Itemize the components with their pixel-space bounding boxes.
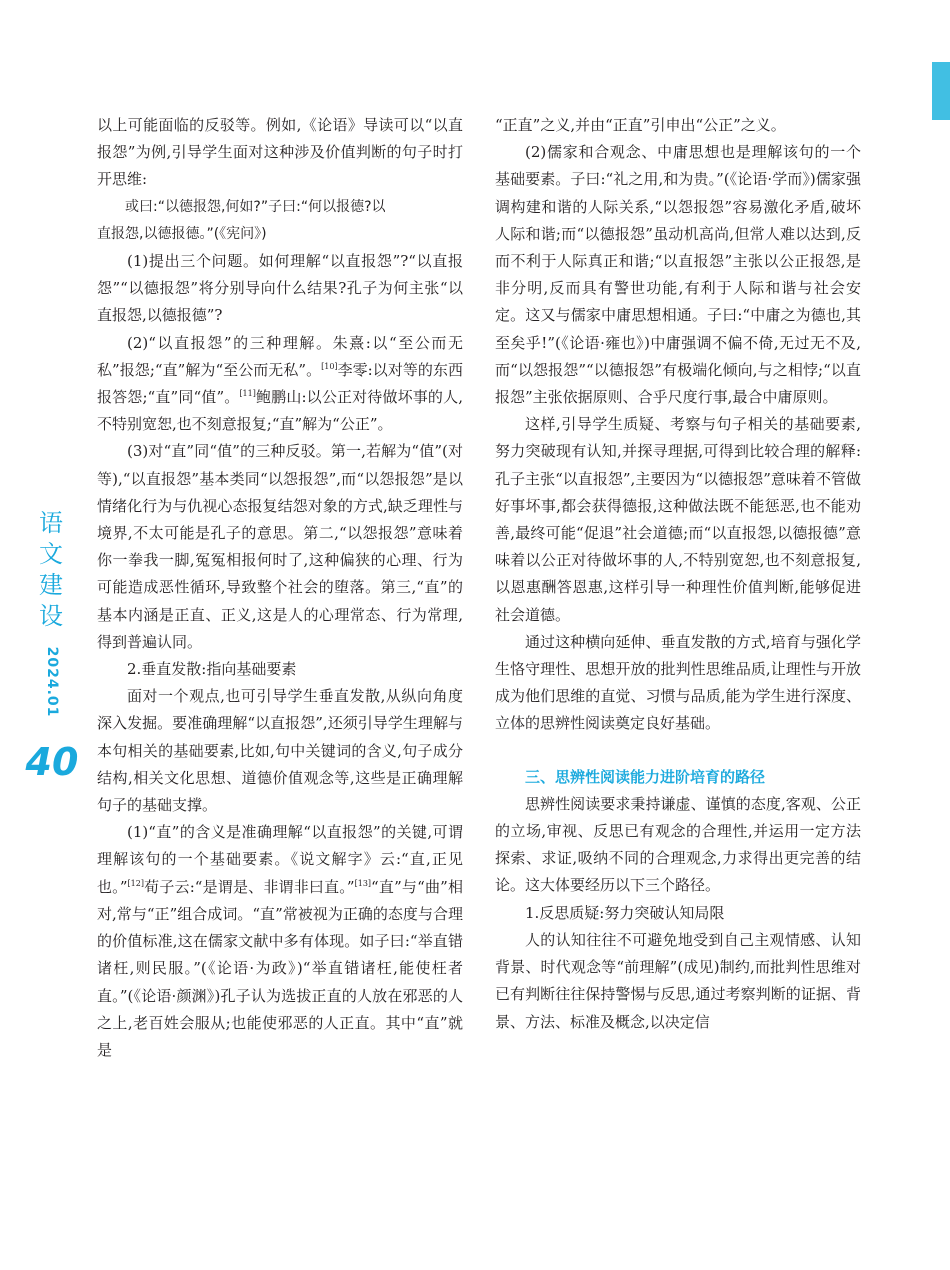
journal-title: 语 文 建 设 <box>39 509 63 630</box>
right-column <box>495 112 861 1036</box>
paragraph: (1)“直”的含义是准确理解“以直报怨”的关键,可谓理解该句的一个基础要素。《说文解字》云:“直,正见也。”[12]荀子云:“是谓是、非谓非曰直。”[13]“直”与“曲”相对,常与“正”组合成词。“直”常被视为正确的态度与合理的价值标准,这在儒家文献中多有体现。如子曰:“举直错诸枉,则民服。”(《论语·为政》)“举直错诸枉,能使枉者直。”(《论语·颜渊》)孔子认为选拔正直的人放在邪恶的人之上,老百姓会服从;也能使邪恶的人正直。其中“直”就是 <box>97 823 463 1059</box>
paragraph: (2)“以直报怨”的三种理解。朱熹:以“至公而无私”报怨;“直”解为“至公而无私”。[10]李零:以对等的东西报答怨;“直”同“值”。[11]鲍鹏山:以公正对待做坏事的人,不特别宽恕,也不刻意报复;“直”解为“公正”。 <box>97 333 463 434</box>
edge-tab <box>932 62 950 120</box>
subheading: 2.垂直发散:指向基础要素 <box>127 660 297 679</box>
issue-date: 2024.01 <box>44 646 60 718</box>
quotation: 或曰:“以德报怨,何如?”子曰:“何以报德?以 <box>125 198 386 215</box>
left-column <box>97 112 463 1064</box>
subheading: 1.反思质疑:努力突破认知局限 <box>525 903 725 922</box>
paragraph: 这样,引导学生质疑、考察与句子相关的基础要素,努力突破现有认知,并探寻理据,可得到比较合理的解释:孔子主张“以直报怨”,主要因为“以德报怨”意味着不管做好事坏事,都会获得德报,这种做法既不能惩恶,也不能劝善,最终可能“促退”社会道德;而“以直报怨,以德报德”意味着以公正对待做坏事的人,不特别宽恕,也不刻意报复,以恩惠酬答恩惠,这样引导一种理性价值判断,能够促进社会道德。 <box>495 415 861 624</box>
paragraph: (3)对“直”同“值”的三种反驳。第一,若解为“值”(对等),“以直报怨”基本类同“以怨报怨”,而“以怨报怨”是以情绪化行为与仇视心态报复结怨对象的方式,缺乏理性与境界,不太可能是孔子的意思。第二,“以怨报怨”意味着你一拳我一脚,冤冤相报何时了,这种偏狭的心理、行为可能造成恶性循环,导致整个社会的堕落。第三,“直”的基本内涵是正直、正义,这是人的心理常态、行为常理,得到普遍认同。 <box>97 442 463 651</box>
paragraph: (2)儒家和合观念、中庸思想也是理解该句的一个基础要素。子曰:“礼之用,和为贵。”(《论语·学而》)儒家强调构建和谐的人际关系,“以怨报怨”容易激化矛盾,破坏人际和谐;而“以德报怨”虽动机高尚,但常人难以达到,反而不利于人际真正和谐;“以直报怨”主张以公正报怨,是非分明,反而具有警世功能,有利于人际和谐与社会安定。这又与儒家中庸思想相通。子曰:“中庸之为德也,其至矣乎!”(《论语·雍也》)中庸强调不偏不倚,无过无不及,而“以怨报怨”“以德报怨”有极端化倾向,与之相悖;“以直报怨”主张依据原则、合乎尺度行事,最合中庸原则。 <box>495 143 861 407</box>
paragraph: 思辨性阅读要求秉持谦虚、谨慎的态度,客观、公正的立场,审视、反思已有观念的合理性,并运用一定方法探索、求证,吸纳不同的合理观念,力求得出更完善的结论。这大体要经历以下三个路径。 <box>495 794 861 895</box>
paragraph: 通过这种横向延伸、垂直发散的方式,培育与强化学生恪守理性、思想开放的批判性思维品质,让理性与开放成为他们思维的直觉、习惯与品质,能为学生进行深度、立体的思辨性阅读奠定良好基础。 <box>495 632 861 733</box>
quotation: 直报怨,以德报德。”(《宪问》) <box>97 225 267 242</box>
citation: [10] <box>321 361 338 371</box>
paragraph: “正直”之义,并由“正直”引申出“公正”之义。 <box>495 116 786 134</box>
paragraph: (1)提出三个问题。如何理解“以直报怨”?“以直报怨”“以德报怨”将分别导向什么结果?孔子为何主张“以直报怨,以德报德”? <box>97 252 463 325</box>
citation: [13] <box>354 878 372 888</box>
citation: [11] <box>239 389 256 399</box>
paragraph: 面对一个观点,也可引导学生垂直发散,从纵向角度深入发掘。要准确理解“以直报怨”,还须引导学生理解与本句相关的基础要素,比如,句中关键词的含义,句子成分结构,相关文化思想、道德价值观念等,这些是正确理解句子的基础支撑。 <box>97 687 463 815</box>
paragraph: 人的认知往往不可避免地受到自己主观情感、认知背景、时代观念等“前理解”(成见)制约,而批判性思维对已有判断往往保持警惕与反思,通过考察判断的证据、背景、方法、标准及概念,以决定信 <box>495 930 861 1031</box>
citation: [12] <box>127 878 144 888</box>
page-number: 40 <box>25 740 79 784</box>
section-heading: 三、思辨性阅读能力进阶培育的路径 <box>525 767 766 786</box>
paragraph: 以上可能面临的反驳等。例如,《论语》导读可以“以直报怨”为例,引导学生面对这种涉及价值判断的句子时打开思维: <box>97 116 463 189</box>
